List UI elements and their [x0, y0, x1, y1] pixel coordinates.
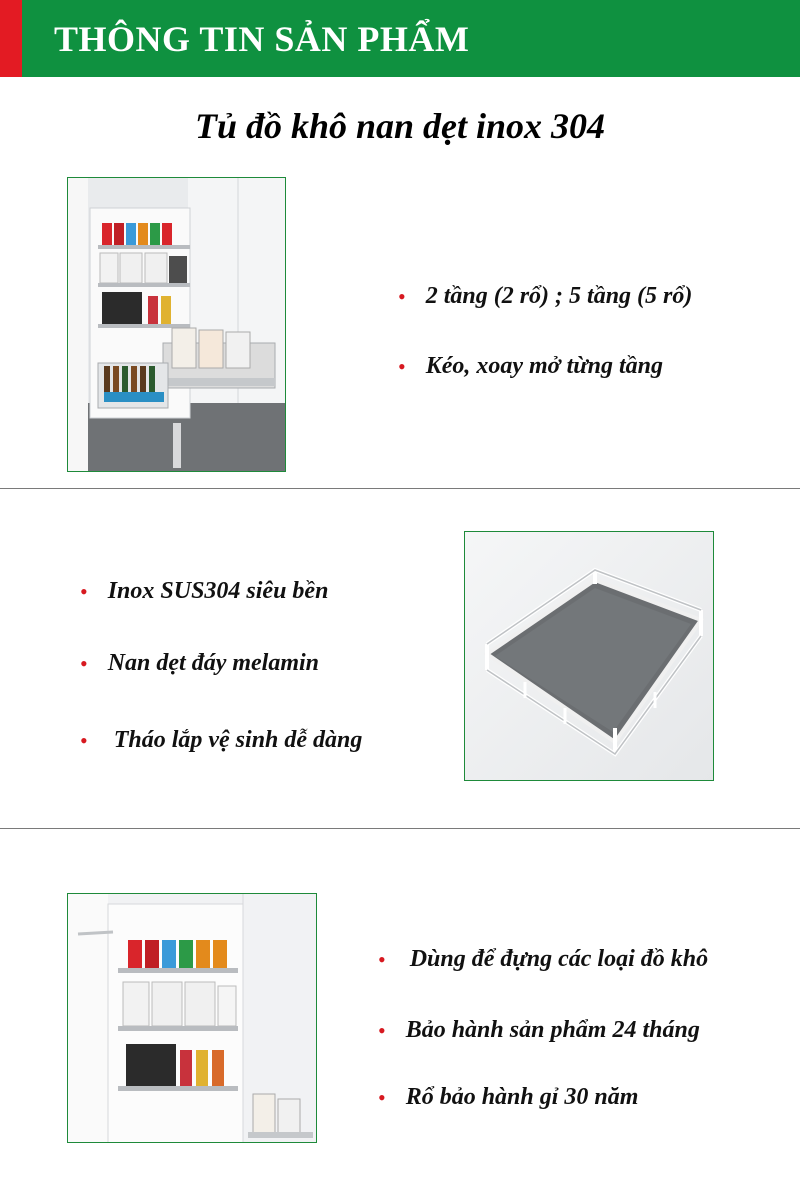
bullet-icon: • — [398, 283, 406, 309]
feature-bullet-6 — [378, 946, 708, 973]
product-image-cabinet-closeup — [67, 893, 317, 1143]
bullet-icon: • — [378, 946, 386, 972]
product-title: Tủ đồ khô nan dẹt inox 304 — [194, 106, 606, 146]
feature-text: Inox SUS304 siêu bền — [107, 578, 329, 604]
feature-bullet-5 — [80, 727, 362, 754]
bullet-icon: • — [378, 1017, 386, 1043]
bullet-icon: • — [80, 727, 88, 753]
feature-text: Nan dẹt đáy melamin — [107, 650, 320, 676]
header-banner — [0, 0, 800, 77]
feature-text: Dùng để đựng các loại đồ khô — [409, 946, 709, 972]
bullet-icon: • — [80, 650, 88, 676]
feature-text: Kéo, xoay mở từng tầng — [425, 353, 663, 379]
feature-text: Rổ bảo hành gỉ 30 năm — [405, 1084, 639, 1110]
feature-bullet-2 — [398, 353, 663, 380]
header-title: THÔNG TIN SẢN PHẨM — [54, 19, 470, 59]
feature-bullet-8 — [378, 1084, 638, 1111]
bullet-icon: • — [378, 1084, 386, 1110]
feature-text: Tháo lắp vệ sinh dễ dàng — [113, 727, 363, 753]
product-image-pullout-cabinet — [67, 177, 286, 472]
bullet-icon: • — [80, 578, 88, 604]
section-divider — [0, 488, 800, 489]
feature-bullet-4 — [80, 650, 319, 677]
feature-bullet-7 — [378, 1017, 700, 1044]
section-divider — [0, 828, 800, 829]
bullet-icon: • — [398, 353, 406, 379]
feature-bullet-1 — [398, 283, 692, 310]
product-image-basket — [464, 531, 714, 781]
header-accent-bar — [0, 0, 22, 77]
feature-text: Bảo hành sản phẩm 24 tháng — [405, 1017, 700, 1043]
feature-bullet-3 — [80, 578, 328, 605]
feature-text: 2 tầng (2 rổ) ; 5 tầng (5 rổ) — [425, 283, 693, 309]
